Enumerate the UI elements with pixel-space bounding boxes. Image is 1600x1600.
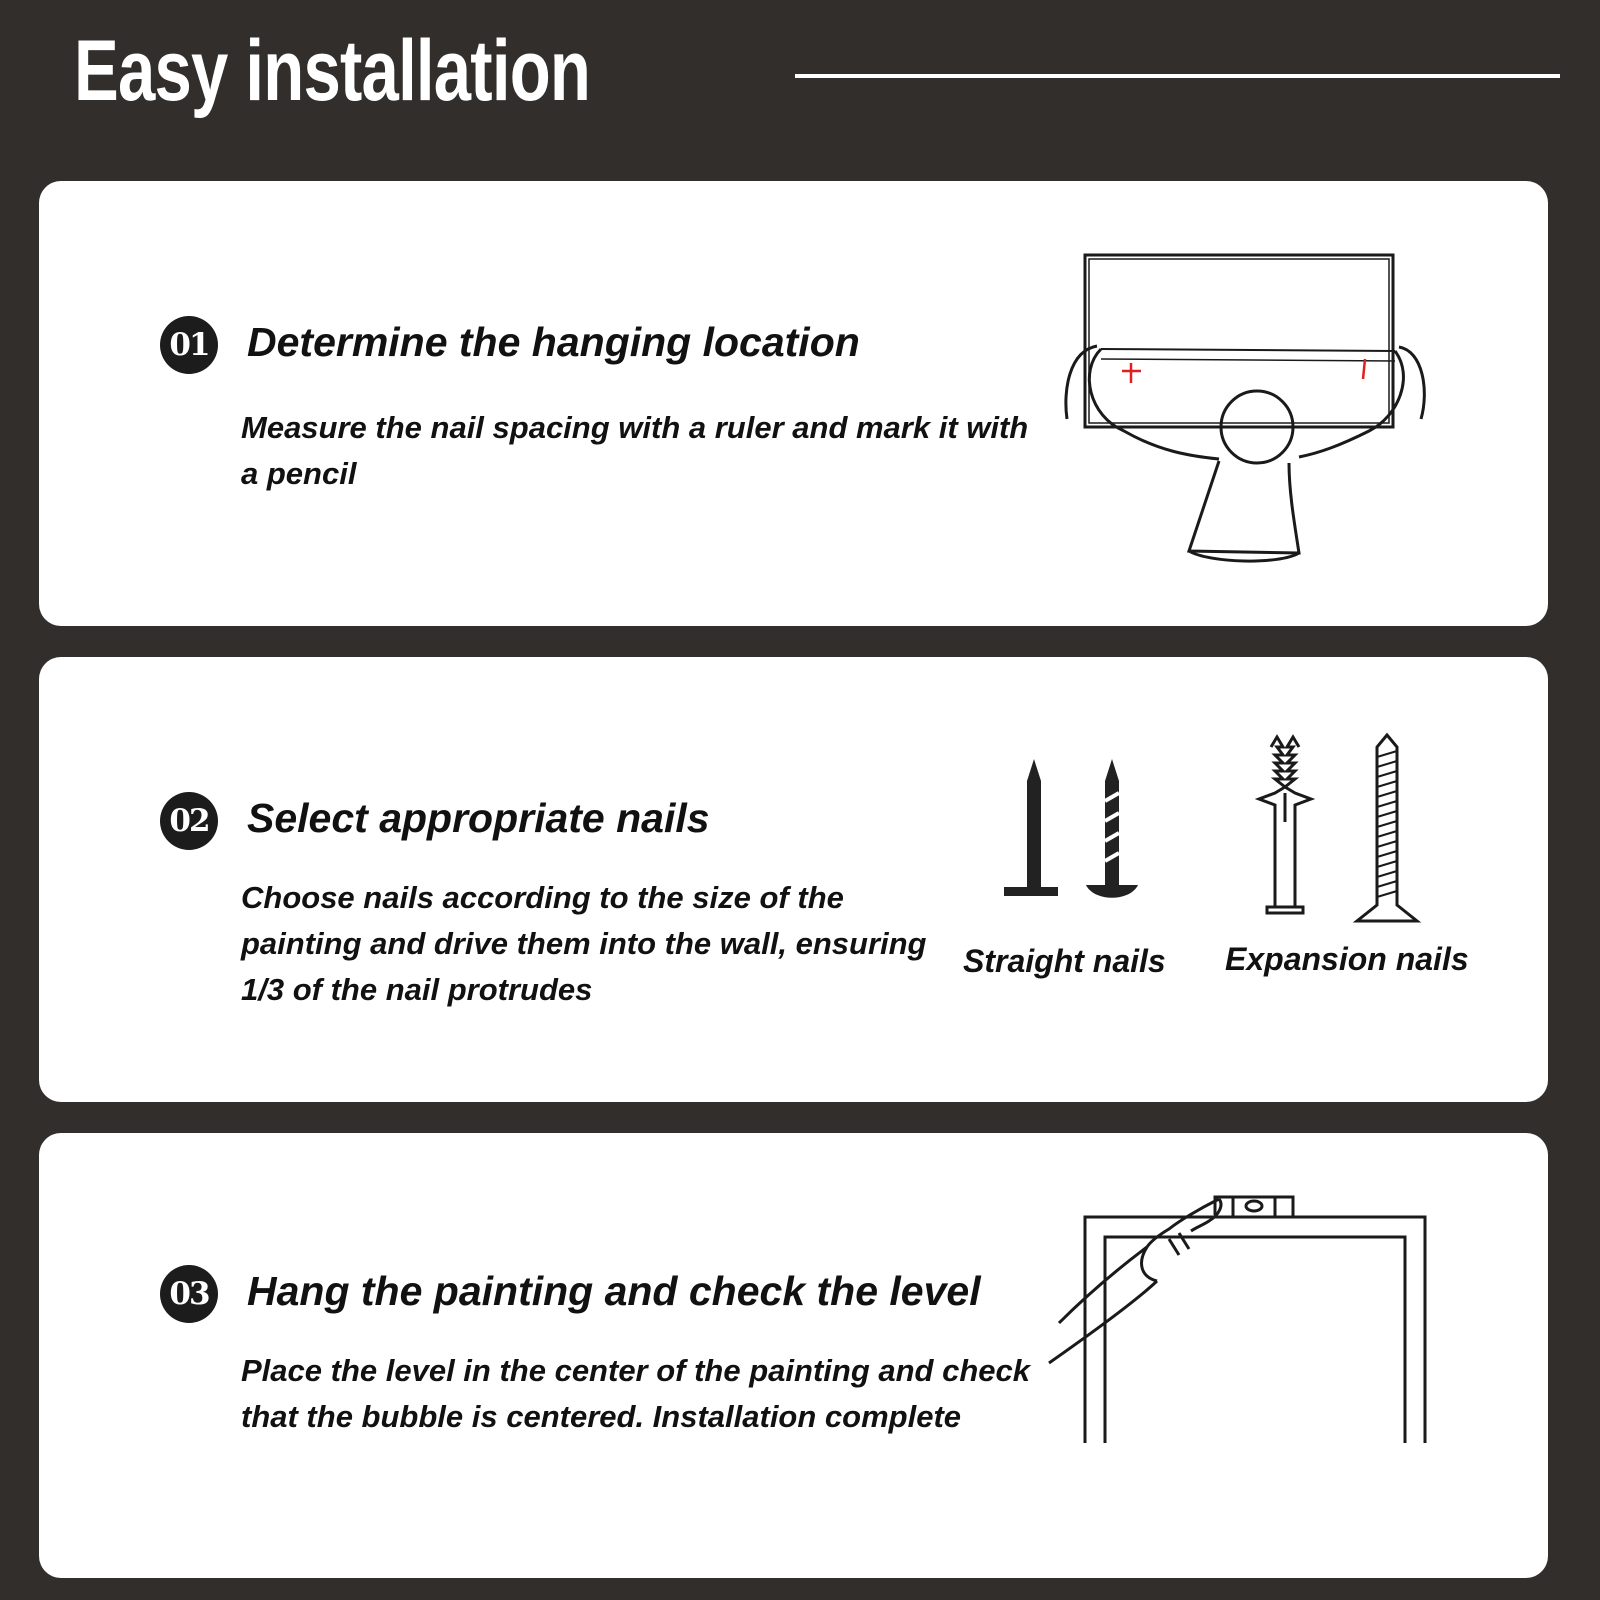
expansion-nails-illustration (1249, 727, 1449, 927)
step-card-3 (39, 1133, 1548, 1578)
page-title: Easy installation (74, 23, 591, 119)
step-card-2 (39, 657, 1548, 1102)
person-hanging-frame-illustration (1049, 241, 1449, 571)
step-number-badge: 01 (160, 316, 218, 374)
hand-level-frame-illustration (1019, 1193, 1439, 1453)
step-number-badge: 02 (160, 792, 218, 850)
straight-nails-illustration (994, 757, 1144, 917)
step-number-badge: 03 (160, 1265, 218, 1323)
step-description: Place the level in the center of the painting and check that the bubble is centered. Installation complete (241, 1353, 1030, 1434)
nail-type-label: Expansion nails (1225, 941, 1469, 977)
title-divider (795, 74, 1560, 78)
step-title: Select appropriate nails (247, 795, 710, 841)
step-title: Determine the hanging location (247, 319, 860, 365)
step-card-1 (39, 181, 1548, 626)
step-description: Choose nails according to the size of the painting and drive them into the wall, ensuring 1/3 of the nail protrudes (241, 880, 927, 1007)
step-description: Measure the nail spacing with a ruler and mark it with a pencil (241, 410, 1029, 491)
step-title: Hang the painting and check the level (247, 1268, 981, 1314)
nail-type-label: Straight nails (963, 943, 1166, 979)
